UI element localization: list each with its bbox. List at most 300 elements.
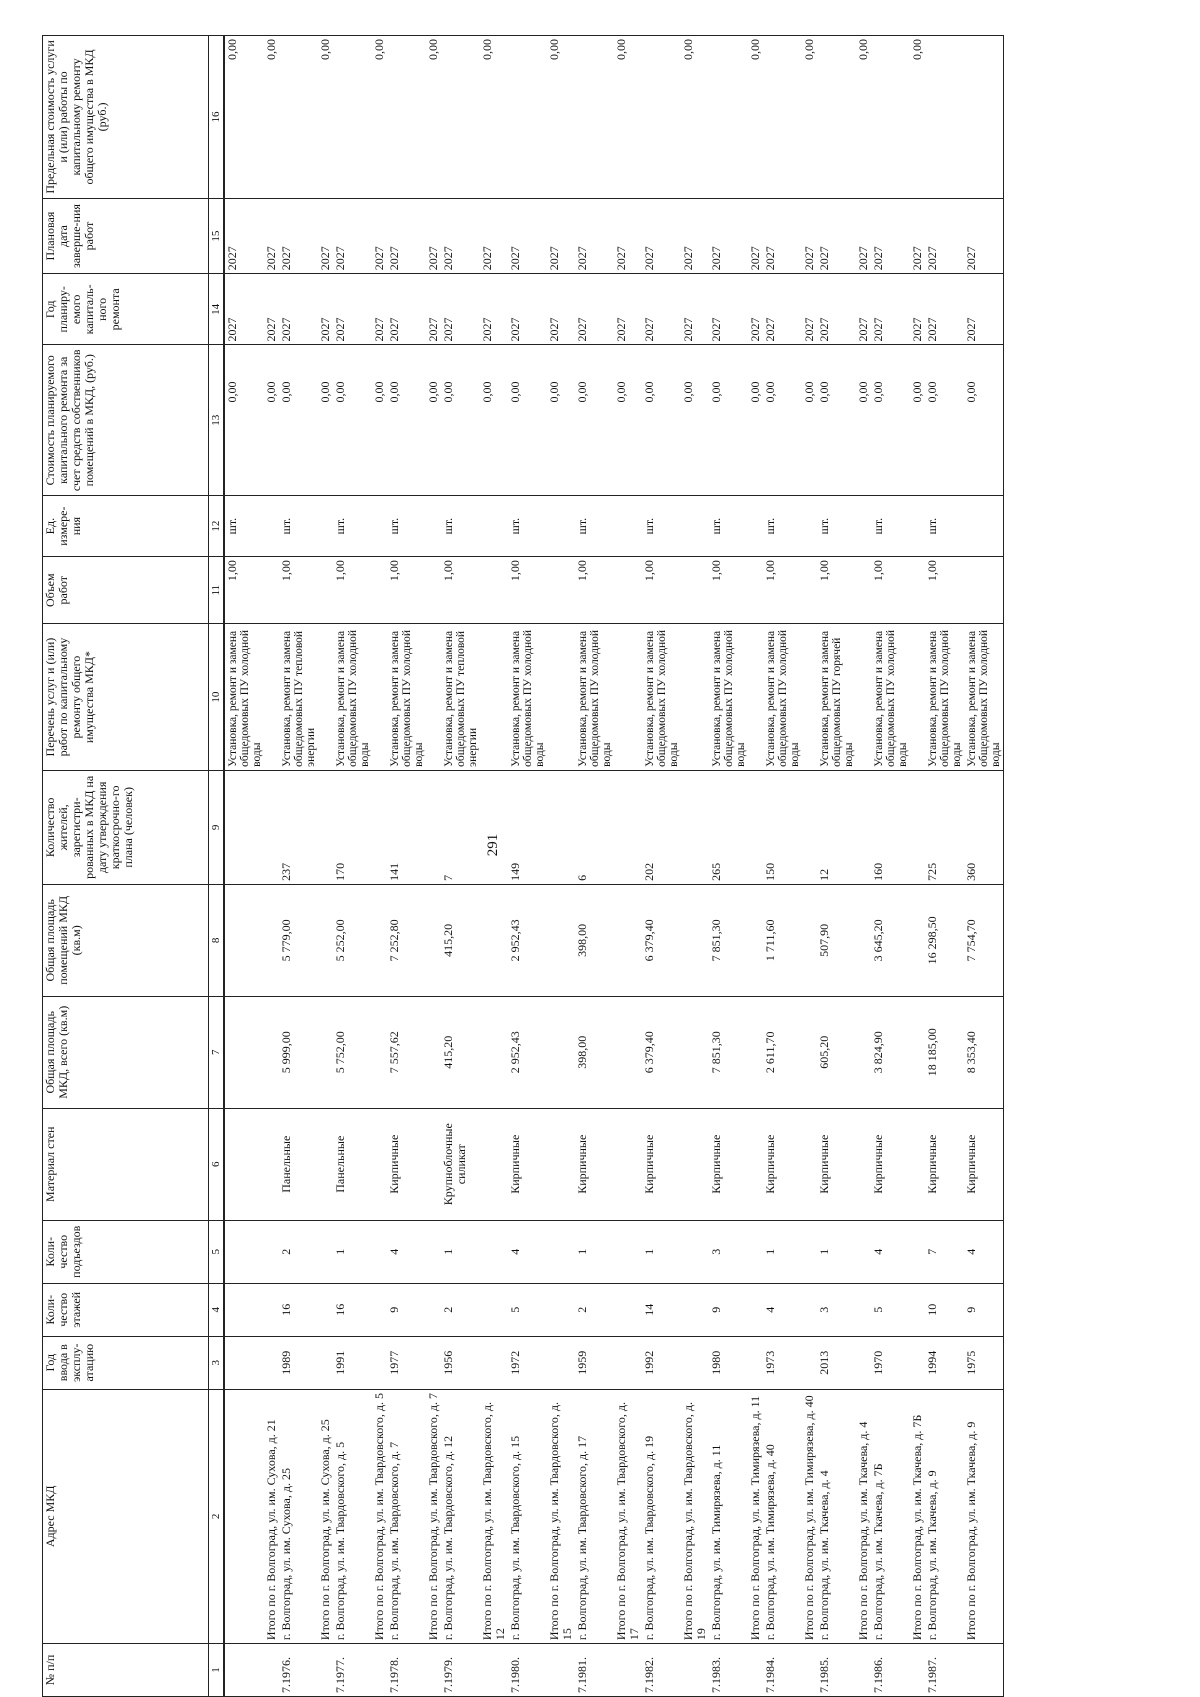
unit-cell: шт. bbox=[333, 496, 372, 557]
row-number: 7.1985. bbox=[817, 1644, 856, 1697]
residents-cell: 12 bbox=[817, 770, 856, 884]
total-repair-year: 2027 bbox=[264, 274, 279, 345]
finish-date-cell: 2027 bbox=[925, 198, 964, 273]
repair-year-cell: 2027 bbox=[508, 274, 547, 345]
work-cell: Установка, ремонт и замена общедомовых ПУ холодной воды bbox=[333, 624, 372, 771]
row-number: 7.1980. bbox=[508, 1644, 547, 1697]
total-finish-date: 2027 bbox=[910, 198, 925, 273]
total-area-cell: 398,00 bbox=[575, 996, 614, 1108]
total-label: Итого по г. Волгоград, ул. им. Ткачева, д. 4 bbox=[856, 1389, 871, 1643]
total-limit-cost: 0,00 bbox=[372, 36, 387, 199]
cost-cell: 0,00 bbox=[925, 345, 964, 496]
total-limit-cost: 0,00 bbox=[802, 36, 817, 199]
repair-year-cell: 2027 bbox=[575, 274, 614, 345]
limit-cost-cell bbox=[871, 36, 910, 199]
commission-year-cell: 1992 bbox=[642, 1336, 681, 1389]
rooms-area-cell: 3 645,20 bbox=[871, 884, 910, 996]
entrances-cell: 7 bbox=[925, 1220, 964, 1283]
col-header-commission-year: Год ввода в эксплу-атацию bbox=[43, 1336, 209, 1389]
total-row bbox=[264, 36, 279, 1697]
residents-cell: 6 bbox=[575, 770, 614, 884]
rooms-area-cell: 507,90 bbox=[817, 884, 856, 996]
wall-material-cell: Кирпичные bbox=[575, 1108, 614, 1220]
work-cell: Установка, ремонт и замена общедомовых ПУ холодной воды bbox=[224, 624, 264, 771]
col-number: 9 bbox=[209, 770, 225, 884]
total-repair-year: 2027 bbox=[480, 274, 508, 345]
total-cost: 0,00 bbox=[802, 345, 817, 496]
total-label: Итого по г. Волгоград, ул. им. Твардовского, д. 17 bbox=[614, 1389, 642, 1643]
volume-cell: 1,00 bbox=[642, 557, 681, 624]
unit-cell: шт. bbox=[709, 496, 748, 557]
total-finish-date: 2027 bbox=[802, 198, 817, 273]
total-area-cell: 7 851,30 bbox=[709, 996, 748, 1108]
volume-cell: 1,00 bbox=[333, 557, 372, 624]
limit-cost-cell bbox=[763, 36, 802, 199]
limit-cost-cell bbox=[333, 36, 372, 199]
col-header-repair-year: Год планиру-емого капиталь-ного ремонта bbox=[43, 274, 209, 345]
cost-cell: 0,00 bbox=[441, 345, 480, 496]
limit-cost-cell bbox=[964, 36, 1004, 199]
total-label: Итого по г. Волгоград, ул. им. Твардовского, д. 19 bbox=[681, 1389, 709, 1643]
table-row bbox=[709, 36, 748, 1697]
repair-year-cell: 2027 bbox=[224, 274, 264, 345]
repair-year-cell: 2027 bbox=[709, 274, 748, 345]
wall-material-cell: Кирпичные bbox=[964, 1108, 1004, 1220]
commission-year-cell: 1975 bbox=[964, 1336, 1004, 1389]
repair-year-cell: 2027 bbox=[817, 274, 856, 345]
limit-cost-cell bbox=[709, 36, 748, 199]
floors-cell: 4 bbox=[763, 1283, 802, 1336]
volume-cell: 1,00 bbox=[709, 557, 748, 624]
total-repair-year: 2027 bbox=[910, 274, 925, 345]
address-cell: г. Волгоград, ул. им. Ткачева, д. 9 bbox=[925, 1389, 964, 1643]
limit-cost-cell bbox=[575, 36, 614, 199]
repair-year-cell: 2027 bbox=[333, 274, 372, 345]
finish-date-cell: 2027 bbox=[387, 198, 426, 273]
limit-cost-cell bbox=[817, 36, 856, 199]
wall-material-cell: Панельные bbox=[279, 1108, 318, 1220]
commission-year-cell: 1956 bbox=[441, 1336, 480, 1389]
floors-cell: 10 bbox=[925, 1283, 964, 1336]
commission-year-cell: 1994 bbox=[925, 1336, 964, 1389]
volume-cell: 1,00 bbox=[817, 557, 856, 624]
total-label: Итого по г. Волгоград, ул. им. Твардовского, д. 7 bbox=[426, 1389, 441, 1643]
table-row bbox=[763, 36, 802, 1697]
rooms-area-cell: 16 298,50 bbox=[925, 884, 964, 996]
rooms-area-cell: 7 754,70 bbox=[964, 884, 1004, 996]
rooms-area-cell: 6 379,40 bbox=[642, 884, 681, 996]
floors-cell: 9 bbox=[964, 1283, 1004, 1336]
rooms-area-cell: 7 252,80 bbox=[387, 884, 426, 996]
commission-year-cell: 2013 bbox=[817, 1336, 856, 1389]
wall-material-cell: Кирпичные bbox=[817, 1108, 856, 1220]
total-row bbox=[802, 36, 817, 1697]
total-limit-cost: 0,00 bbox=[614, 36, 642, 199]
continued-row bbox=[224, 36, 264, 1697]
unit-cell: шт. bbox=[871, 496, 910, 557]
row-number: 7.1978. bbox=[387, 1644, 426, 1697]
col-header-limit-cost: Предельная стоимость услуги и (или) работы по капитальному ремонту общего имущества в МКД (руб.) bbox=[43, 36, 209, 199]
unit-cell: шт. bbox=[387, 496, 426, 557]
volume-cell: 1,00 bbox=[925, 557, 964, 624]
table-row bbox=[925, 36, 964, 1697]
entrances-cell: 4 bbox=[871, 1220, 910, 1283]
address-cell: г. Волгоград, ул. им. Твардовского, д. 5 bbox=[333, 1389, 372, 1643]
limit-cost-cell bbox=[925, 36, 964, 199]
total-repair-year: 2027 bbox=[547, 274, 575, 345]
limit-cost-cell bbox=[279, 36, 318, 199]
unit-cell: шт. bbox=[279, 496, 318, 557]
cost-cell: 0,00 bbox=[964, 345, 1004, 496]
col-number: 15 bbox=[209, 198, 225, 273]
cost-cell: 0,00 bbox=[333, 345, 372, 496]
work-cell: Установка, ремонт и замена общедомовых ПУ горячей воды bbox=[817, 624, 856, 771]
entrances-cell: 1 bbox=[333, 1220, 372, 1283]
wall-material-cell: Кирпичные bbox=[925, 1108, 964, 1220]
total-area-cell: 2 611,70 bbox=[763, 996, 802, 1108]
repair-year-cell: 2027 bbox=[925, 274, 964, 345]
total-row bbox=[372, 36, 387, 1697]
total-finish-date: 2027 bbox=[681, 198, 709, 273]
col-number: 4 bbox=[209, 1283, 225, 1336]
total-finish-date: 2027 bbox=[264, 198, 279, 273]
total-repair-year: 2027 bbox=[802, 274, 817, 345]
residents-cell: 141 bbox=[387, 770, 426, 884]
total-limit-cost: 0,00 bbox=[426, 36, 441, 199]
finish-date-cell: 2027 bbox=[508, 198, 547, 273]
work-cell: Установка, ремонт и замена общедомовых ПУ холодной воды bbox=[763, 624, 802, 771]
residents-cell: 170 bbox=[333, 770, 372, 884]
work-cell: Установка, ремонт и замена общедомовых ПУ холодной воды bbox=[871, 624, 910, 771]
total-limit-cost: 0,00 bbox=[318, 36, 333, 199]
total-repair-year: 2027 bbox=[681, 274, 709, 345]
volume-cell: 1,00 bbox=[508, 557, 547, 624]
col-header-address: Адрес МКД bbox=[43, 1389, 209, 1643]
col-header-rooms-area: Общая площадь помещений МКД (кв.м) bbox=[43, 884, 209, 996]
total-cost: 0,00 bbox=[426, 345, 441, 496]
floors-cell: 5 bbox=[871, 1283, 910, 1336]
rooms-area-cell: 5 779,00 bbox=[279, 884, 318, 996]
cost-cell: 0,00 bbox=[387, 345, 426, 496]
total-row bbox=[910, 36, 925, 1697]
residents-cell: 7 bbox=[441, 770, 480, 884]
finish-date-cell: 2027 bbox=[642, 198, 681, 273]
col-header-finish-date: Плановая дата заверше-ния работ bbox=[43, 198, 209, 273]
cost-cell: 0,00 bbox=[224, 345, 264, 496]
entrances-cell: 1 bbox=[763, 1220, 802, 1283]
total-cost: 0,00 bbox=[910, 345, 925, 496]
col-number: 5 bbox=[209, 1220, 225, 1283]
col-number: 3 bbox=[209, 1336, 225, 1389]
col-number: 6 bbox=[209, 1108, 225, 1220]
total-area-cell: 5 752,00 bbox=[333, 996, 372, 1108]
unit-cell: шт. bbox=[642, 496, 681, 557]
row-number: 7.1983. bbox=[709, 1644, 748, 1697]
unit-cell: шт. bbox=[763, 496, 802, 557]
table-row bbox=[279, 36, 318, 1697]
col-header-entrances: Коли-чество подъездов bbox=[43, 1220, 209, 1283]
total-limit-cost: 0,00 bbox=[547, 36, 575, 199]
residents-cell: 160 bbox=[871, 770, 910, 884]
total-limit-cost: 0,00 bbox=[748, 36, 763, 199]
total-finish-date: 2027 bbox=[856, 198, 871, 273]
work-cell: Установка, ремонт и замена общедомовых ПУ холодной воды bbox=[964, 624, 1004, 771]
volume-cell: 1,00 bbox=[279, 557, 318, 624]
residents-cell: 265 bbox=[709, 770, 748, 884]
column-numbers-row bbox=[209, 36, 225, 1697]
total-cost: 0,00 bbox=[372, 345, 387, 496]
col-number: 14 bbox=[209, 274, 225, 345]
total-limit-cost: 0,00 bbox=[856, 36, 871, 199]
row-number: 7.1981. bbox=[575, 1644, 614, 1697]
total-cost: 0,00 bbox=[264, 345, 279, 496]
volume-cell: 1,00 bbox=[575, 557, 614, 624]
row-number: 7.1984. bbox=[763, 1644, 802, 1697]
col-number: 8 bbox=[209, 884, 225, 996]
total-limit-cost: 0,00 bbox=[480, 36, 508, 199]
col-header-wall-material: Материал стен bbox=[43, 1108, 209, 1220]
header-row bbox=[43, 36, 209, 1697]
total-row bbox=[964, 36, 1004, 1697]
repair-year-cell: 2027 bbox=[763, 274, 802, 345]
total-cost: 0,00 bbox=[681, 345, 709, 496]
total-cost: 0,00 bbox=[614, 345, 642, 496]
table-row bbox=[575, 36, 614, 1697]
finish-date-cell: 2027 bbox=[709, 198, 748, 273]
address-cell: г. Волгоград, ул. им. Твардовского, д. 7 bbox=[387, 1389, 426, 1643]
total-label: Итого по г. Волгоград, ул. им. Сухова, д. 25 bbox=[318, 1389, 333, 1643]
total-cost: 0,00 bbox=[318, 345, 333, 496]
col-header-cost: Стоимость планируемого капитального ремонта за счет средств собственников помещений в МКД, (руб.) bbox=[43, 345, 209, 496]
repair-year-cell: 2027 bbox=[441, 274, 480, 345]
work-cell: Установка, ремонт и замена общедомовых ПУ тепловой энергии bbox=[279, 624, 318, 771]
residents-cell: 360 bbox=[964, 770, 1004, 884]
total-finish-date: 2027 bbox=[547, 198, 575, 273]
total-area-cell: 18 185,00 bbox=[925, 996, 964, 1108]
rooms-area-cell: 1 711,60 bbox=[763, 884, 802, 996]
total-row bbox=[748, 36, 763, 1697]
cost-cell: 0,00 bbox=[763, 345, 802, 496]
total-row bbox=[318, 36, 333, 1697]
cost-cell: 0,00 bbox=[508, 345, 547, 496]
repair-year-cell: 2027 bbox=[642, 274, 681, 345]
row-number: 7.1987. bbox=[925, 1644, 964, 1697]
volume-cell: 1,00 bbox=[763, 557, 802, 624]
total-label: Итого по г. Волгоград, ул. им. Твардовского, д. 5 bbox=[372, 1389, 387, 1643]
total-cost: 0,00 bbox=[547, 345, 575, 496]
finish-date-cell: 2027 bbox=[279, 198, 318, 273]
residents-cell: 150 bbox=[763, 770, 802, 884]
floors-cell: 9 bbox=[387, 1283, 426, 1336]
total-repair-year: 2027 bbox=[372, 274, 387, 345]
entrances-cell: 1 bbox=[441, 1220, 480, 1283]
commission-year-cell: 1977 bbox=[387, 1336, 426, 1389]
col-number: 11 bbox=[209, 557, 225, 624]
limit-cost-cell bbox=[441, 36, 480, 199]
total-area-cell: 3 824,90 bbox=[871, 996, 910, 1108]
total-limit-cost: 0,00 bbox=[681, 36, 709, 199]
residents-cell: 202 bbox=[642, 770, 681, 884]
table-row bbox=[387, 36, 426, 1697]
limit-cost-cell bbox=[642, 36, 681, 199]
total-row bbox=[426, 36, 441, 1697]
total-limit-cost: 0,00 bbox=[910, 36, 925, 199]
col-header-residents: Количество жителей, зарегистри-рованных в МКД на дату утверждения краткосрочно-го плана (человек) bbox=[43, 770, 209, 884]
cost-cell: 0,00 bbox=[575, 345, 614, 496]
finish-date-cell: 2027 bbox=[224, 198, 264, 273]
residents-cell: 237 bbox=[279, 770, 318, 884]
finish-date-cell: 2027 bbox=[333, 198, 372, 273]
repair-year-cell: 2027 bbox=[279, 274, 318, 345]
total-row bbox=[856, 36, 871, 1697]
finish-date-cell: 2027 bbox=[441, 198, 480, 273]
total-cost: 0,00 bbox=[748, 345, 763, 496]
total-area-cell: 5 999,00 bbox=[279, 996, 318, 1108]
volume-cell: 1,00 bbox=[224, 557, 264, 624]
work-cell: Установка, ремонт и замена общедомовых ПУ холодной воды bbox=[642, 624, 681, 771]
table-row bbox=[333, 36, 372, 1697]
total-cost: 0,00 bbox=[856, 345, 871, 496]
total-area-cell: 8 353,40 bbox=[964, 996, 1004, 1108]
col-number: 2 bbox=[209, 1389, 225, 1643]
volume-cell: 1,00 bbox=[441, 557, 480, 624]
commission-year-cell: 1991 bbox=[333, 1336, 372, 1389]
floors-cell: 2 bbox=[575, 1283, 614, 1336]
rooms-area-cell: 415,20 bbox=[441, 884, 480, 996]
table-body bbox=[224, 36, 1004, 1697]
total-finish-date: 2027 bbox=[614, 198, 642, 273]
wall-material-cell: Кирпичные bbox=[763, 1108, 802, 1220]
work-cell: Установка, ремонт и замена общедомовых ПУ холодной воды bbox=[575, 624, 614, 771]
total-label: Итого по г. Волгоград, ул. им. Ткачева, д. 7Б bbox=[910, 1389, 925, 1643]
cost-cell: 0,00 bbox=[709, 345, 748, 496]
row-number: 7.1976. bbox=[279, 1644, 318, 1697]
entrances-cell: 4 bbox=[387, 1220, 426, 1283]
total-label: Итого по г. Волгоград, ул. им. Тимирязева, д. 40 bbox=[802, 1389, 817, 1643]
entrances-cell: 1 bbox=[817, 1220, 856, 1283]
unit-cell: шт. bbox=[817, 496, 856, 557]
total-area-cell: 7 557,62 bbox=[387, 996, 426, 1108]
col-header-total-area: Общая площадь МКД, всего (кв.м) bbox=[43, 996, 209, 1108]
capital-repair-table bbox=[42, 35, 1004, 1697]
col-number: 1 bbox=[209, 1644, 225, 1697]
total-repair-year: 2027 bbox=[426, 274, 441, 345]
total-row bbox=[614, 36, 642, 1697]
entrances-cell: 3 bbox=[709, 1220, 748, 1283]
unit-cell: шт. bbox=[441, 496, 480, 557]
address-cell: г. Волгоград, ул. им. Ткачева, д. 7Б bbox=[871, 1389, 910, 1643]
rooms-area-cell: 5 252,00 bbox=[333, 884, 372, 996]
finish-date-cell: 2027 bbox=[763, 198, 802, 273]
total-label: Итого по г. Волгоград, ул. им. Сухова, д. 21 bbox=[264, 1389, 279, 1643]
col-header-works: Перечень услуг и (или) работ по капитальному ремонту общего имущества МКД* bbox=[43, 624, 209, 771]
rooms-area-cell: 2 952,43 bbox=[508, 884, 547, 996]
total-repair-year: 2027 bbox=[614, 274, 642, 345]
wall-material-cell: Крупноблочные силикат bbox=[441, 1108, 480, 1220]
table-row bbox=[441, 36, 480, 1697]
volume-cell: 1,00 bbox=[387, 557, 426, 624]
wall-material-cell: Панельные bbox=[333, 1108, 372, 1220]
finish-date-cell: 2027 bbox=[871, 198, 910, 273]
volume-cell: 1,00 bbox=[871, 557, 910, 624]
col-number: 10 bbox=[209, 624, 225, 771]
address-cell: г. Волгоград, ул. им. Твардовского, д. 12 bbox=[441, 1389, 480, 1643]
total-area-cell: 415,20 bbox=[441, 996, 480, 1108]
entrances-cell: 2 bbox=[279, 1220, 318, 1283]
total-label: Итого по г. Волгоград, ул. им. Ткачева, д. 9 bbox=[964, 1389, 1004, 1643]
row-number: 7.1982. bbox=[642, 1644, 681, 1697]
entrances-cell: 1 bbox=[642, 1220, 681, 1283]
commission-year-cell: 1980 bbox=[709, 1336, 748, 1389]
cost-cell: 0,00 bbox=[642, 345, 681, 496]
col-number: 7 bbox=[209, 996, 225, 1108]
total-row bbox=[681, 36, 709, 1697]
wall-material-cell: Кирпичные bbox=[709, 1108, 748, 1220]
total-area-cell: 2 952,43 bbox=[508, 996, 547, 1108]
col-header-floors: Коли-чество этажей bbox=[43, 1283, 209, 1336]
entrances-cell: 1 bbox=[575, 1220, 614, 1283]
address-cell: г. Волгоград, ул. им. Тимирязева, д. 40 bbox=[763, 1389, 802, 1643]
address-cell: г. Волгоград, ул. им. Тимирязева, д. 11 bbox=[709, 1389, 748, 1643]
entrances-cell: 4 bbox=[508, 1220, 547, 1283]
finish-date-cell: 2027 bbox=[964, 198, 1004, 273]
col-number: 13 bbox=[209, 345, 225, 496]
cost-cell: 0,00 bbox=[817, 345, 856, 496]
work-cell: Установка, ремонт и замена общедомовых ПУ холодной воды bbox=[387, 624, 426, 771]
total-area-cell: 6 379,40 bbox=[642, 996, 681, 1108]
cost-cell: 0,00 bbox=[871, 345, 910, 496]
repair-year-cell: 2027 bbox=[387, 274, 426, 345]
unit-cell: шт. bbox=[508, 496, 547, 557]
total-cost: 0,00 bbox=[480, 345, 508, 496]
table-row bbox=[871, 36, 910, 1697]
floors-cell: 5 bbox=[508, 1283, 547, 1336]
commission-year-cell: 1959 bbox=[575, 1336, 614, 1389]
table-row bbox=[817, 36, 856, 1697]
commission-year-cell: 1973 bbox=[763, 1336, 802, 1389]
row-number: 7.1977. bbox=[333, 1644, 372, 1697]
floors-cell: 14 bbox=[642, 1283, 681, 1336]
entrances-cell: 4 bbox=[964, 1220, 1004, 1283]
unit-cell: шт. bbox=[224, 496, 264, 557]
total-repair-year: 2027 bbox=[318, 274, 333, 345]
rotated-page bbox=[42, 35, 1200, 1697]
commission-year-cell: 1989 bbox=[279, 1336, 318, 1389]
total-row bbox=[547, 36, 575, 1697]
address-cell: г. Волгоград, ул. им. Ткачева, д. 4 bbox=[817, 1389, 856, 1643]
total-limit-cost: 0,00 bbox=[264, 36, 279, 199]
work-cell: Установка, ремонт и замена общедомовых ПУ холодной воды bbox=[508, 624, 547, 771]
page-number: 291 bbox=[485, 833, 501, 857]
total-finish-date: 2027 bbox=[426, 198, 441, 273]
table-row bbox=[642, 36, 681, 1697]
rooms-area-cell: 398,00 bbox=[575, 884, 614, 996]
total-finish-date: 2027 bbox=[318, 198, 333, 273]
address-cell: г. Волгоград, ул. им. Твардовского, д. 15 bbox=[508, 1389, 547, 1643]
col-number: 12 bbox=[209, 496, 225, 557]
commission-year-cell: 1972 bbox=[508, 1336, 547, 1389]
cost-cell: 0,00 bbox=[279, 345, 318, 496]
residents-cell: 725 bbox=[925, 770, 964, 884]
limit-cost-cell bbox=[387, 36, 426, 199]
work-cell: Установка, ремонт и замена общедомовых ПУ холодной воды bbox=[709, 624, 748, 771]
repair-year-cell: 2027 bbox=[871, 274, 910, 345]
total-repair-year: 2027 bbox=[856, 274, 871, 345]
total-area-cell: 605,20 bbox=[817, 996, 856, 1108]
wall-material-cell: Кирпичные bbox=[642, 1108, 681, 1220]
col-header-number: № п/п bbox=[43, 1644, 209, 1697]
limit-cost-cell: 0,00 bbox=[224, 36, 264, 199]
